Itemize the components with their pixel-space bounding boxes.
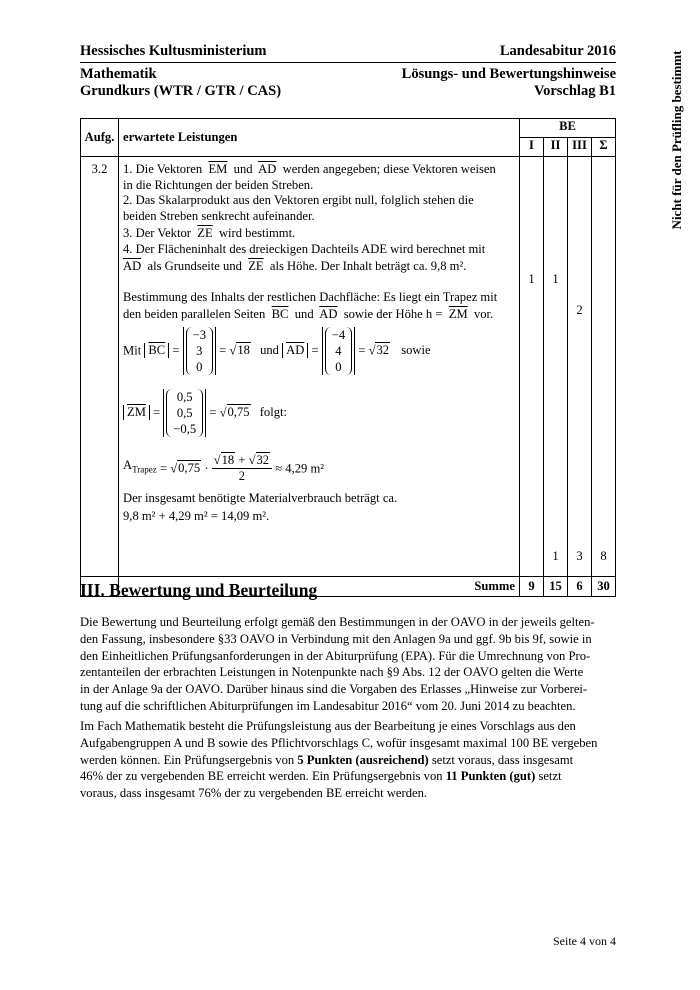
grading-table — [80, 118, 616, 597]
score-cell-sigma: 8 — [592, 157, 616, 577]
level-i-header: I — [520, 138, 544, 157]
vector-zm: 0,5 0,5 −0,5 — [166, 389, 203, 437]
sigma-header: Σ — [592, 138, 616, 157]
sum-label: Summe — [119, 577, 520, 597]
answer-line: $\overline{AD}$ als Grundseite und $\overline{ZE}$ als Höhe. Der Inhalt beträgt ca. 9,8 m². — [123, 259, 467, 273]
sum-ii: 15 — [544, 577, 568, 597]
exam-name: Landesabitur 2016 — [499, 43, 616, 59]
answer-line: Bestimmung des Inhalts der restlichen Dachfläche: Es liegt ein Trapez mit — [123, 289, 498, 304]
ministry-name: Hessisches Kultusministerium — [80, 43, 267, 59]
trapezoid-area-formula: $A_{Trapez} = √0,75$ · $\frac{√18 + √32}{2}$ ≈ 4,29 m² — [123, 452, 325, 483]
score-cell-iii: 2 3 — [568, 157, 592, 577]
zm-length-formula: $\overline{ZM}$ = 0,5 0,5 −0,5 = √0,75 folgt: — [123, 389, 515, 445]
answer-line: 4. Der Flächeninhalt des dreieckigen Dachteils ADE wird berechnet mit — [123, 241, 486, 256]
task-number: 3.2 — [81, 157, 119, 577]
level-ii-header: II — [544, 138, 568, 157]
be-column-header: BE — [520, 119, 616, 138]
answer-line: in die Richtungen der beiden Streben. — [123, 177, 314, 192]
sum-i: 9 — [520, 577, 544, 597]
course-name: Grundkurs (WTR / GTR / CAS) — [80, 83, 282, 99]
task-column-header: Aufg. — [81, 119, 119, 157]
paragraph-mathematics: Im Fach Mathematik besteht die Prüfungsleistung aus der Bearbeitung je eines Vorschlags aus den Aufgabengruppen A und B sowie des Pflichtvorschlags C, wofür insgesamt maximal 100 BE vergeben werden können. Ein Prüfungsergebnis von 5 Punkten (ausreichend) setzt voraus, dass insgesamt 46% der zu vergebenden BE erreicht werden. Ein Prüfungsergebnis von 11 Punkten (gut) setzt voraus, dass insgesamt 76% der zu vergebenden BE erreicht werden. — [80, 719, 598, 801]
answer-line: 3. Der Vektor $\overline{ZE}$ wird bestimmt. — [123, 226, 296, 240]
header-rule — [80, 62, 616, 63]
subject-name: Mathematik — [80, 66, 157, 82]
answer-line: 2. Das Skalarprodukt aus den Vektoren ergibt null, folglich stehen die — [123, 193, 474, 207]
proposal-name: Vorschlag B1 — [533, 83, 616, 99]
answer-line: Der insgesamt benötigte Materialverbrauch beträgt ca. — [123, 490, 398, 505]
answer-line: 9,8 m² + 4,29 m² = 14,09 m². — [123, 509, 270, 523]
score-cell-ii: 1 1 — [544, 157, 568, 577]
score-cell-i: 1 — [520, 157, 544, 577]
document-type: Lösungs- und Bewertungshinweise — [401, 66, 616, 82]
sum-sigma: 30 — [592, 577, 616, 597]
answer-line: 1. Die Vektoren $\overline{EM}$ und $\overline{AD}$ werden angegeben; diese Vektoren weisen — [123, 162, 496, 176]
vector-ad: −4 4 0 — [325, 327, 352, 375]
level-iii-header: III — [568, 138, 592, 157]
expected-column-header: erwartete Leistungen — [119, 119, 520, 157]
paragraph-evaluation: Die Bewertung und Beurteilung erfolgt gemäß den Bestimmungen in der OAVO in der jeweils gelten- den Fassung, insbesondere §33 OAVO in Verbindung mit den Anlagen 9a und ggf. 9b bis 9f, sowie in den Einheitlichen Prüfungsanforderungen in der Abiturprüfung (EPA). Für die Umrechnung von Pro- zentanteilen der erbrachten Leistungen in Notenpunkte nach §9 Abs. 12 der OAVO gelten die Werte in der Anlage 9a der OAVO. Darüber hinaus sind die Vorgaben des Erlasses „Hinweise zur Vorberei- tung auf die schriftlichen Abiturprüfungen im Landesabitur 2016“ vom 20. Juni 2014 zu beachten. — [80, 615, 595, 713]
section-title: III. Bewertung und Beurteilung — [80, 580, 318, 600]
vector-lengths-formula: Mit $\overline{BC}$ = −3 3 0 = √18 und $\overline{AD}$ = −4 4 0 = √32 sowie — [123, 327, 431, 374]
vector-bc: −3 3 0 — [186, 327, 213, 375]
expected-answer-cell — [119, 157, 520, 577]
page-number: Seite 4 von 4 — [553, 934, 616, 948]
answer-line: den beiden parallelen Seiten $\overline{BC}$ und $\overline{AD}$ sowie der Höhe $h = \overline{ZM}$ vor. — [123, 307, 494, 321]
side-note: Nicht für den Prüfling bestimmt — [669, 50, 684, 230]
sum-iii: 6 — [568, 577, 592, 597]
answer-line: beiden Streben senkrecht aufeinander. — [123, 208, 315, 223]
